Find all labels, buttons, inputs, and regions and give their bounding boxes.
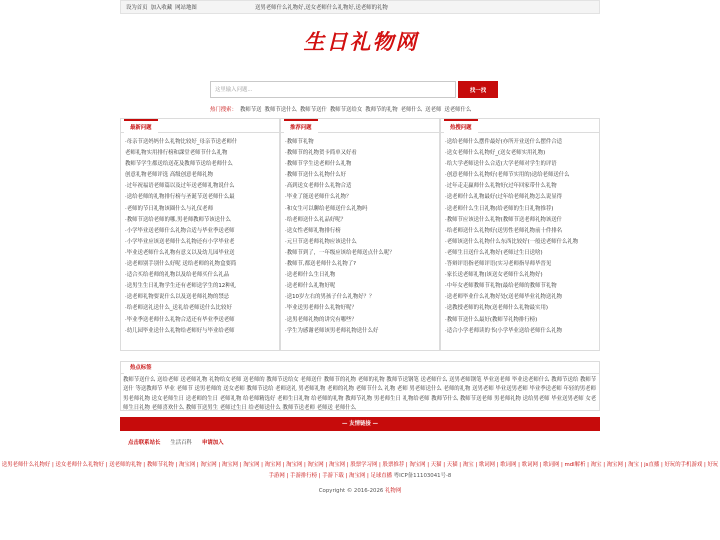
question-item[interactable]: ·毕业了能送老师什么礼物？	[285, 194, 352, 201]
hot-search-item[interactable]: 教师节的礼物	[365, 107, 398, 113]
copyright-text: Copyright © 2016-2026	[318, 488, 384, 494]
friend-link[interactable]: 生活百科	[170, 440, 192, 446]
footer-links[interactable]	[0, 460, 720, 482]
question-item[interactable]: ·送女老师什么礼物好_(送女老师实用礼物)	[445, 150, 546, 157]
question-item[interactable]: ·教师节的礼物贺卡简单又好看	[285, 150, 357, 157]
question-item[interactable]: ·老师的节日礼物该圈什么与礼仪老师	[125, 205, 213, 212]
question-item[interactable]: ·送女性老师礼物排行榜	[285, 227, 341, 234]
question-item[interactable]: ·创意老师什么礼物好(老师节实用的)送给老师送什么	[445, 172, 570, 179]
question-item[interactable]: ·送10岁左右的男孩子什么礼物好？？	[285, 294, 375, 301]
question-item[interactable]: ·家长送老师礼物(该送女老师什么礼物好)	[445, 272, 543, 279]
icp-number: 粤ICP备11103041号-8	[393, 473, 452, 479]
question-item[interactable]: ·送男生生日礼物学生还有老师送学生的12种礼	[125, 283, 236, 290]
hot-search-label: 热门搜索：	[210, 107, 237, 113]
hot-questions-panel	[440, 118, 600, 351]
question-item[interactable]: ·母亲节送妈妈什么礼物比较好_母亲节送老师什	[125, 139, 238, 145]
question-item[interactable]: ·老师生日送什么礼物好(老师过生日送啥)	[445, 249, 543, 256]
top-links	[121, 3, 251, 11]
latest-questions-panel	[120, 118, 280, 351]
question-item[interactable]: ·过年祝福语老师篇以及过年送老师礼物说什么	[125, 183, 235, 190]
sitemap-link[interactable]: 网站地图	[175, 5, 197, 11]
question-item[interactable]: ·适合买给老师的礼物以及给老师买什么礼品	[125, 272, 230, 279]
question-item[interactable]: ·送教授老师的礼物(送老师什么礼物最实用)	[445, 305, 548, 312]
question-item[interactable]: ·过年走走赢师什么礼物好(过年回家带什么礼物	[445, 183, 557, 190]
hot-search-item[interactable]: 送老师	[425, 107, 442, 113]
hot-search-item[interactable]: 教师节送	[239, 107, 262, 113]
hot-search-item[interactable]: 教师节送什	[299, 107, 327, 113]
question-item[interactable]: ·幼儿园毕业送什么礼物给老师好与毕业给老师	[125, 327, 235, 334]
question-item[interactable]: ·送给老师的礼物排行榜与圣诞节送老师什么最	[125, 194, 235, 201]
question-item[interactable]: ·答辩评语指老师评语(实习老师指导师毕晋见	[445, 261, 552, 268]
question-item[interactable]: ·给老师送礼送什么_送礼给老师送什么比较好	[125, 305, 232, 312]
question-item[interactable]: ·高到送女老师什么礼物合适	[285, 183, 352, 190]
question-item[interactable]: ·送老师毕业什么礼物好处(送老师毕业礼物送礼物	[445, 294, 563, 301]
question-item[interactable]: ·给老师送什么礼物好(送男性老师礼物前十件排名	[445, 227, 563, 234]
question-item[interactable]: ·教师节应该送什么礼物(教师节送老师礼物该送什	[445, 216, 563, 223]
question-item[interactable]: ·毕业季送老师什么礼物合适还有毕业季送老师	[125, 316, 235, 323]
question-item[interactable]: ·送老师什么生日礼物(给老师的生日礼物推荐)	[445, 205, 554, 212]
friend-links	[128, 438, 224, 446]
set-homepage-link[interactable]: 设为首页	[126, 5, 148, 11]
question-item[interactable]: ·中年女老师教师节礼物(最给老师的教师节礼物	[445, 283, 557, 290]
contact-admin-link[interactable]: 点击联系站长	[128, 440, 161, 446]
question-item[interactable]: ·教师节,都送老师什么礼物了?	[285, 261, 356, 268]
hot-search	[210, 105, 471, 113]
question-item[interactable]: ·教师节送什么最好(教师节礼物排行榜)	[445, 316, 538, 323]
tag-cloud[interactable]: 教师节送什么 送给老师 送老师礼物 礼物给女老师 送老师的 教师节送给女 老师送什 教师节的礼物 老师的礼物 教师节送钢笔 送老师什么 送男老师钢笔 毕业送老师 毕业送老师什么 教师节送给 教师节送什 等送教师节 毕业 老师节 送男老师的 送女老师 教师节送给 老师送礼 男老师礼物 老师的礼物 老师节什么 礼物 老师 男老师送什么 老师的礼物 送男老师 毕业送男老师 毕业季送老师 年轻的男老师 男老师礼物 送女老师生日 送老师的生日 老师礼物 给老师精选好 老师生日礼物 给老师的礼物 教师节礼物 男老师生日 礼物给老师 教师节什么 教师节送老师 男老师礼物 送给男老师 毕业送男老师 女老师生日礼物 老师喜欢什么 教师节送男生 老师过生日 给老师送什么 教师节送老师 老师送 老师什么	[123, 377, 597, 412]
search-button[interactable]: 找一找	[458, 81, 498, 98]
question-item[interactable]: ·小学毕业应该送老师什么礼物还有小学毕业老	[125, 238, 235, 245]
question-item[interactable]: ·送给老师什么摆件最好(亦所开业送什么摆件合适	[445, 139, 563, 145]
question-item[interactable]: ·小学毕业送老师什么礼物合适与毕业季送老师	[125, 227, 235, 234]
copyright-site[interactable]: 礼物网	[385, 488, 402, 494]
panel-title: 推荐问题	[284, 119, 318, 133]
search-bar	[210, 81, 498, 98]
question-item[interactable]: ·送男老师礼物的讲究有哪些？	[285, 316, 357, 323]
question-list	[281, 133, 439, 337]
search-input[interactable]	[210, 81, 456, 98]
question-item[interactable]: ·给老师送什么礼品好呢？	[285, 216, 347, 223]
copyright	[0, 486, 720, 494]
question-item[interactable]: ·送老师什么生日礼物	[285, 272, 336, 279]
apply-join-link[interactable]: 申请加入	[201, 440, 224, 446]
hot-search-item[interactable]: 教师节送什么	[264, 107, 297, 113]
hot-search-item[interactable]: 教师节送给女	[329, 107, 363, 113]
question-item[interactable]: ·送老师什么礼物最好(过年给老师礼物怎么说显得	[445, 194, 563, 201]
question-item[interactable]: ·毕业送男老师什么礼物好呢？	[285, 305, 357, 312]
question-item[interactable]: ·和女生可以聊给老师送什么礼物吗	[285, 205, 368, 212]
friend-links-bar: — 友情链接 —	[120, 417, 600, 431]
question-item[interactable]: ·教师节送什么礼物什么好	[285, 172, 347, 179]
question-item[interactable]: ·送老师什么礼物好呢	[285, 283, 336, 290]
question-item[interactable]: ·教师节送给老师的哪,男老师教师节该送什么	[125, 216, 231, 223]
question-item[interactable]: ·老师该送什么礼物什么东西比较好(一般送老师什么礼物	[445, 238, 579, 245]
question-item[interactable]: ·适合小学老师读的书(小学毕业送给老师什么礼物	[445, 327, 563, 334]
question-item[interactable]: 教师节学生都送给送花及教师节送给老师什么	[125, 161, 233, 168]
hot-search-item[interactable]: 送老师什么	[444, 107, 472, 113]
question-item[interactable]: ·教师节到了，一年级应该给老师送点什么呢？	[285, 249, 395, 256]
panel-title: 热搜问题	[444, 119, 478, 133]
question-item[interactable]: ·元旦节送老师礼物应该送什么	[285, 238, 357, 245]
question-item[interactable]: ·教师节礼物	[285, 139, 314, 145]
question-item[interactable]: 创意礼物老师评选 高级创意老师礼物	[125, 172, 213, 179]
hot-search-item[interactable]: 老师什么	[400, 107, 423, 113]
site-logo[interactable]: 生日礼物网	[303, 29, 419, 54]
question-item[interactable]: ·送老师别手别什么好呢 送给老师的礼物盒要简	[125, 261, 237, 268]
panel-title: 最新问题	[124, 119, 158, 133]
question-list	[441, 133, 599, 337]
top-message: 送男老师什么礼物好,送女老师什么礼物好,送老师的礼物	[255, 5, 388, 11]
footer-links-text[interactable]: 送男老师什么礼物好 | 送女老师什么礼物好 | 送老师的礼物 | 教师节礼物 | 淘宝网 | 淘宝网 | 淘宝网 | 淘宝网 | 淘宝网 | 淘宝网 | 淘宝网 | 淘宝网 | 股票学习网 | 股票推荐 | 淘宝网 | 天猫 | 天猫 | 淘宝 | 歌词网 | 歌词网 | 歌词网 | 歌词网 | mdl解析 | 淘宝 | 淘宝网 | 淘宝 | js直播 | 好玩的手机游戏 | 好玩手游网 | 手游排行榜 | 手游下载 | 淘宝网 | 足球直播	[1, 462, 719, 479]
question-item[interactable]: ·送老师礼物要说什么以及送老师礼物的禁忌	[125, 294, 230, 301]
question-list	[121, 133, 279, 337]
panel-title: 热点标签	[124, 362, 158, 374]
question-item[interactable]: ·给大学老师送什么合适(大学老师对学生的评语	[445, 161, 557, 168]
top-bar	[120, 0, 600, 14]
question-item[interactable]: ·教师节学生送老师什么礼物	[285, 161, 352, 168]
question-item[interactable]: ·学生为感谢老师该男老师礼物送什么好	[285, 327, 379, 334]
add-favorite-link[interactable]: 加入收藏	[150, 5, 173, 11]
question-item[interactable]: 老师礼物实用排行榜和課堂老师节什么礼物	[125, 150, 228, 157]
hot-tags-panel	[120, 361, 600, 411]
question-item[interactable]: ·毕业送老师什么礼物有意义以及幼儿园毕业送	[125, 249, 235, 256]
recommended-questions-panel	[280, 118, 440, 351]
